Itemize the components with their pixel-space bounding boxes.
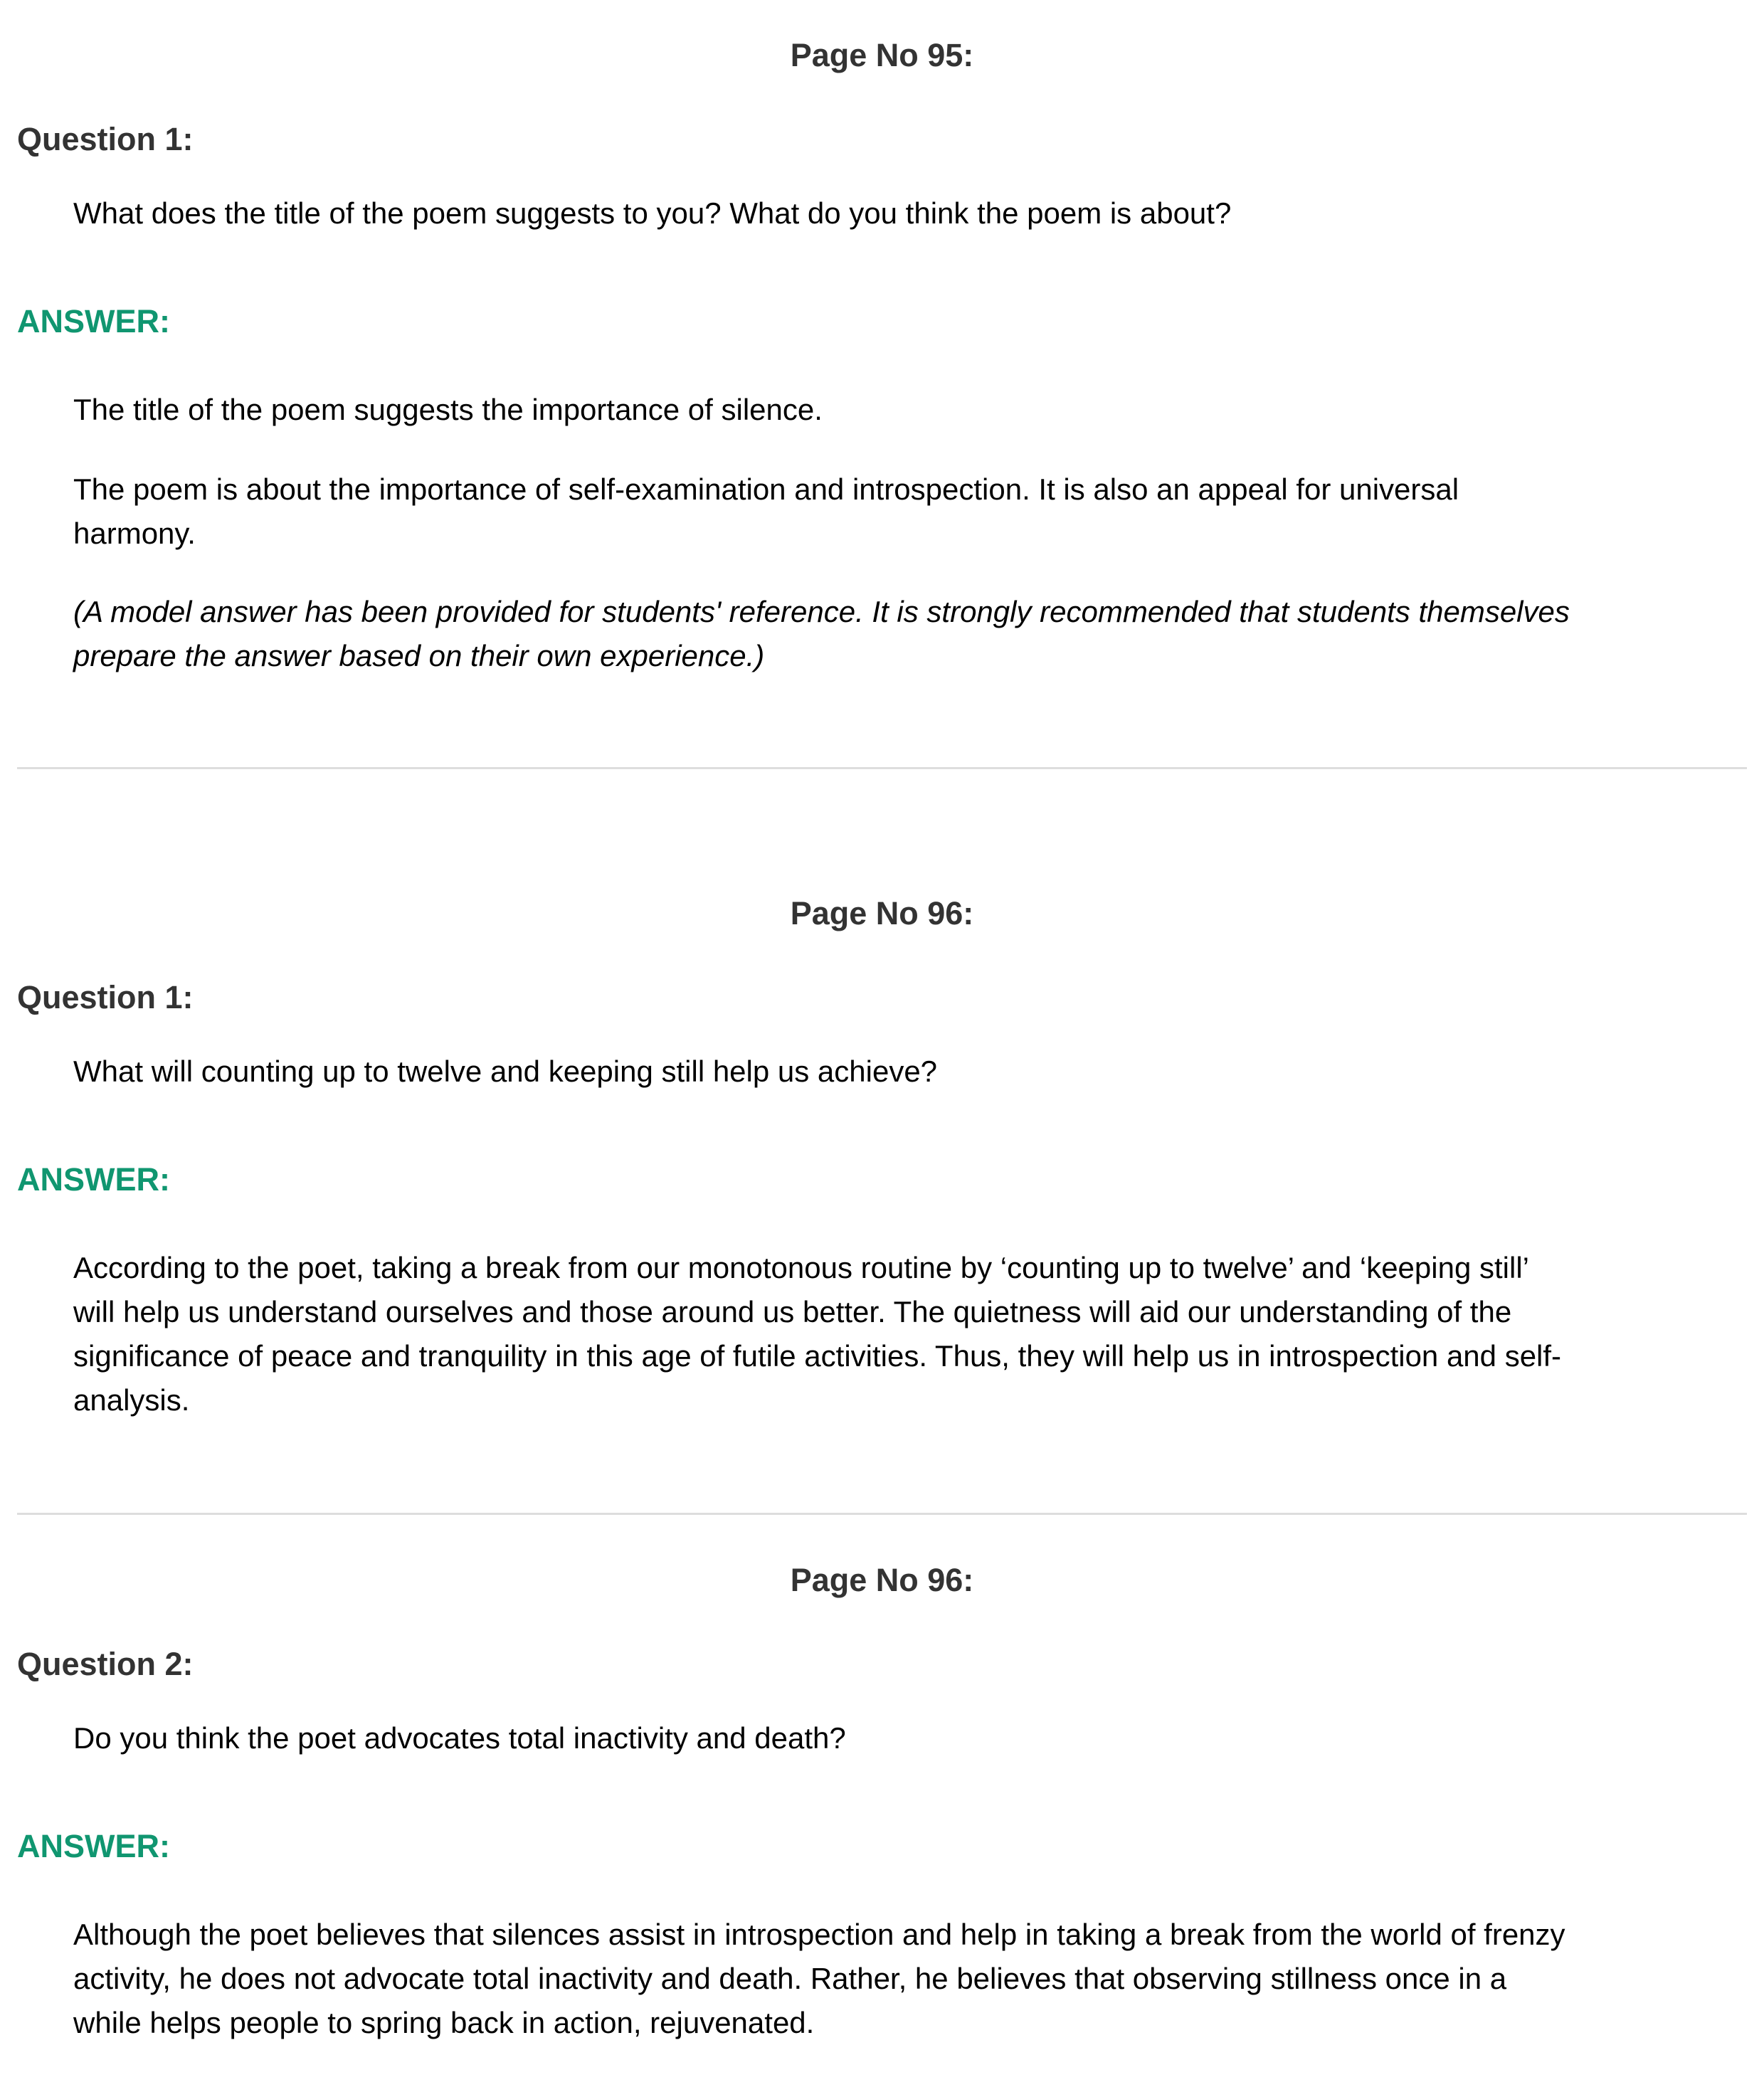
question-text: What does the title of the poem suggests to you? What do you think the poem is about? [73,196,1232,230]
answer-line: significance of peace and tranquility in this age of futile activities. Thus, they will help us in introspection and self- [73,1339,1562,1373]
answer-label: ANSWER: [17,1161,170,1198]
answer-line: The poem is about the importance of self-examination and introspection. It is also an appeal for universal [73,472,1459,506]
answer-line: The title of the poem suggests the importance of silence. [73,393,823,426]
page-heading: Page No 95: [790,37,974,73]
answer-line: while helps people to spring back in action, rejuvenated. [73,2006,815,2039]
question-label: Question 2: [17,1646,194,1682]
question-label: Question 1: [17,121,194,157]
answer-line: harmony. [73,517,196,550]
answer-note-line: (A model answer has been provided for students' reference. It is strongly recommended that students themselves [73,595,1570,628]
answer-line: analysis. [73,1383,190,1417]
question-label: Question 1: [17,979,194,1015]
question-text: What will counting up to twelve and keeping still help us achieve? [73,1055,938,1088]
section-divider [17,1513,1747,1515]
answer-label: ANSWER: [17,303,170,339]
section-divider [17,767,1747,769]
answer-line: will help us understand ourselves and those around us better. The quietness will aid our understanding of the [73,1295,1512,1328]
page-heading: Page No 96: [790,1562,974,1598]
answer-label: ANSWER: [17,1828,170,1864]
answer-note-line: prepare the answer based on their own experience.) [73,639,765,672]
answer-line: According to the poet, taking a break from our monotonous routine by ‘counting up to twelve’ and ‘keeping still’ [73,1251,1529,1284]
answer-line: activity, he does not advocate total inactivity and death. Rather, he believes that observing stillness once in a [73,1962,1507,1995]
question-text: Do you think the poet advocates total inactivity and death? [73,1721,846,1755]
page-heading: Page No 96: [790,895,974,931]
answer-line: Although the poet believes that silences assist in introspection and help in taking a break from the world of frenzy [73,1918,1565,1951]
